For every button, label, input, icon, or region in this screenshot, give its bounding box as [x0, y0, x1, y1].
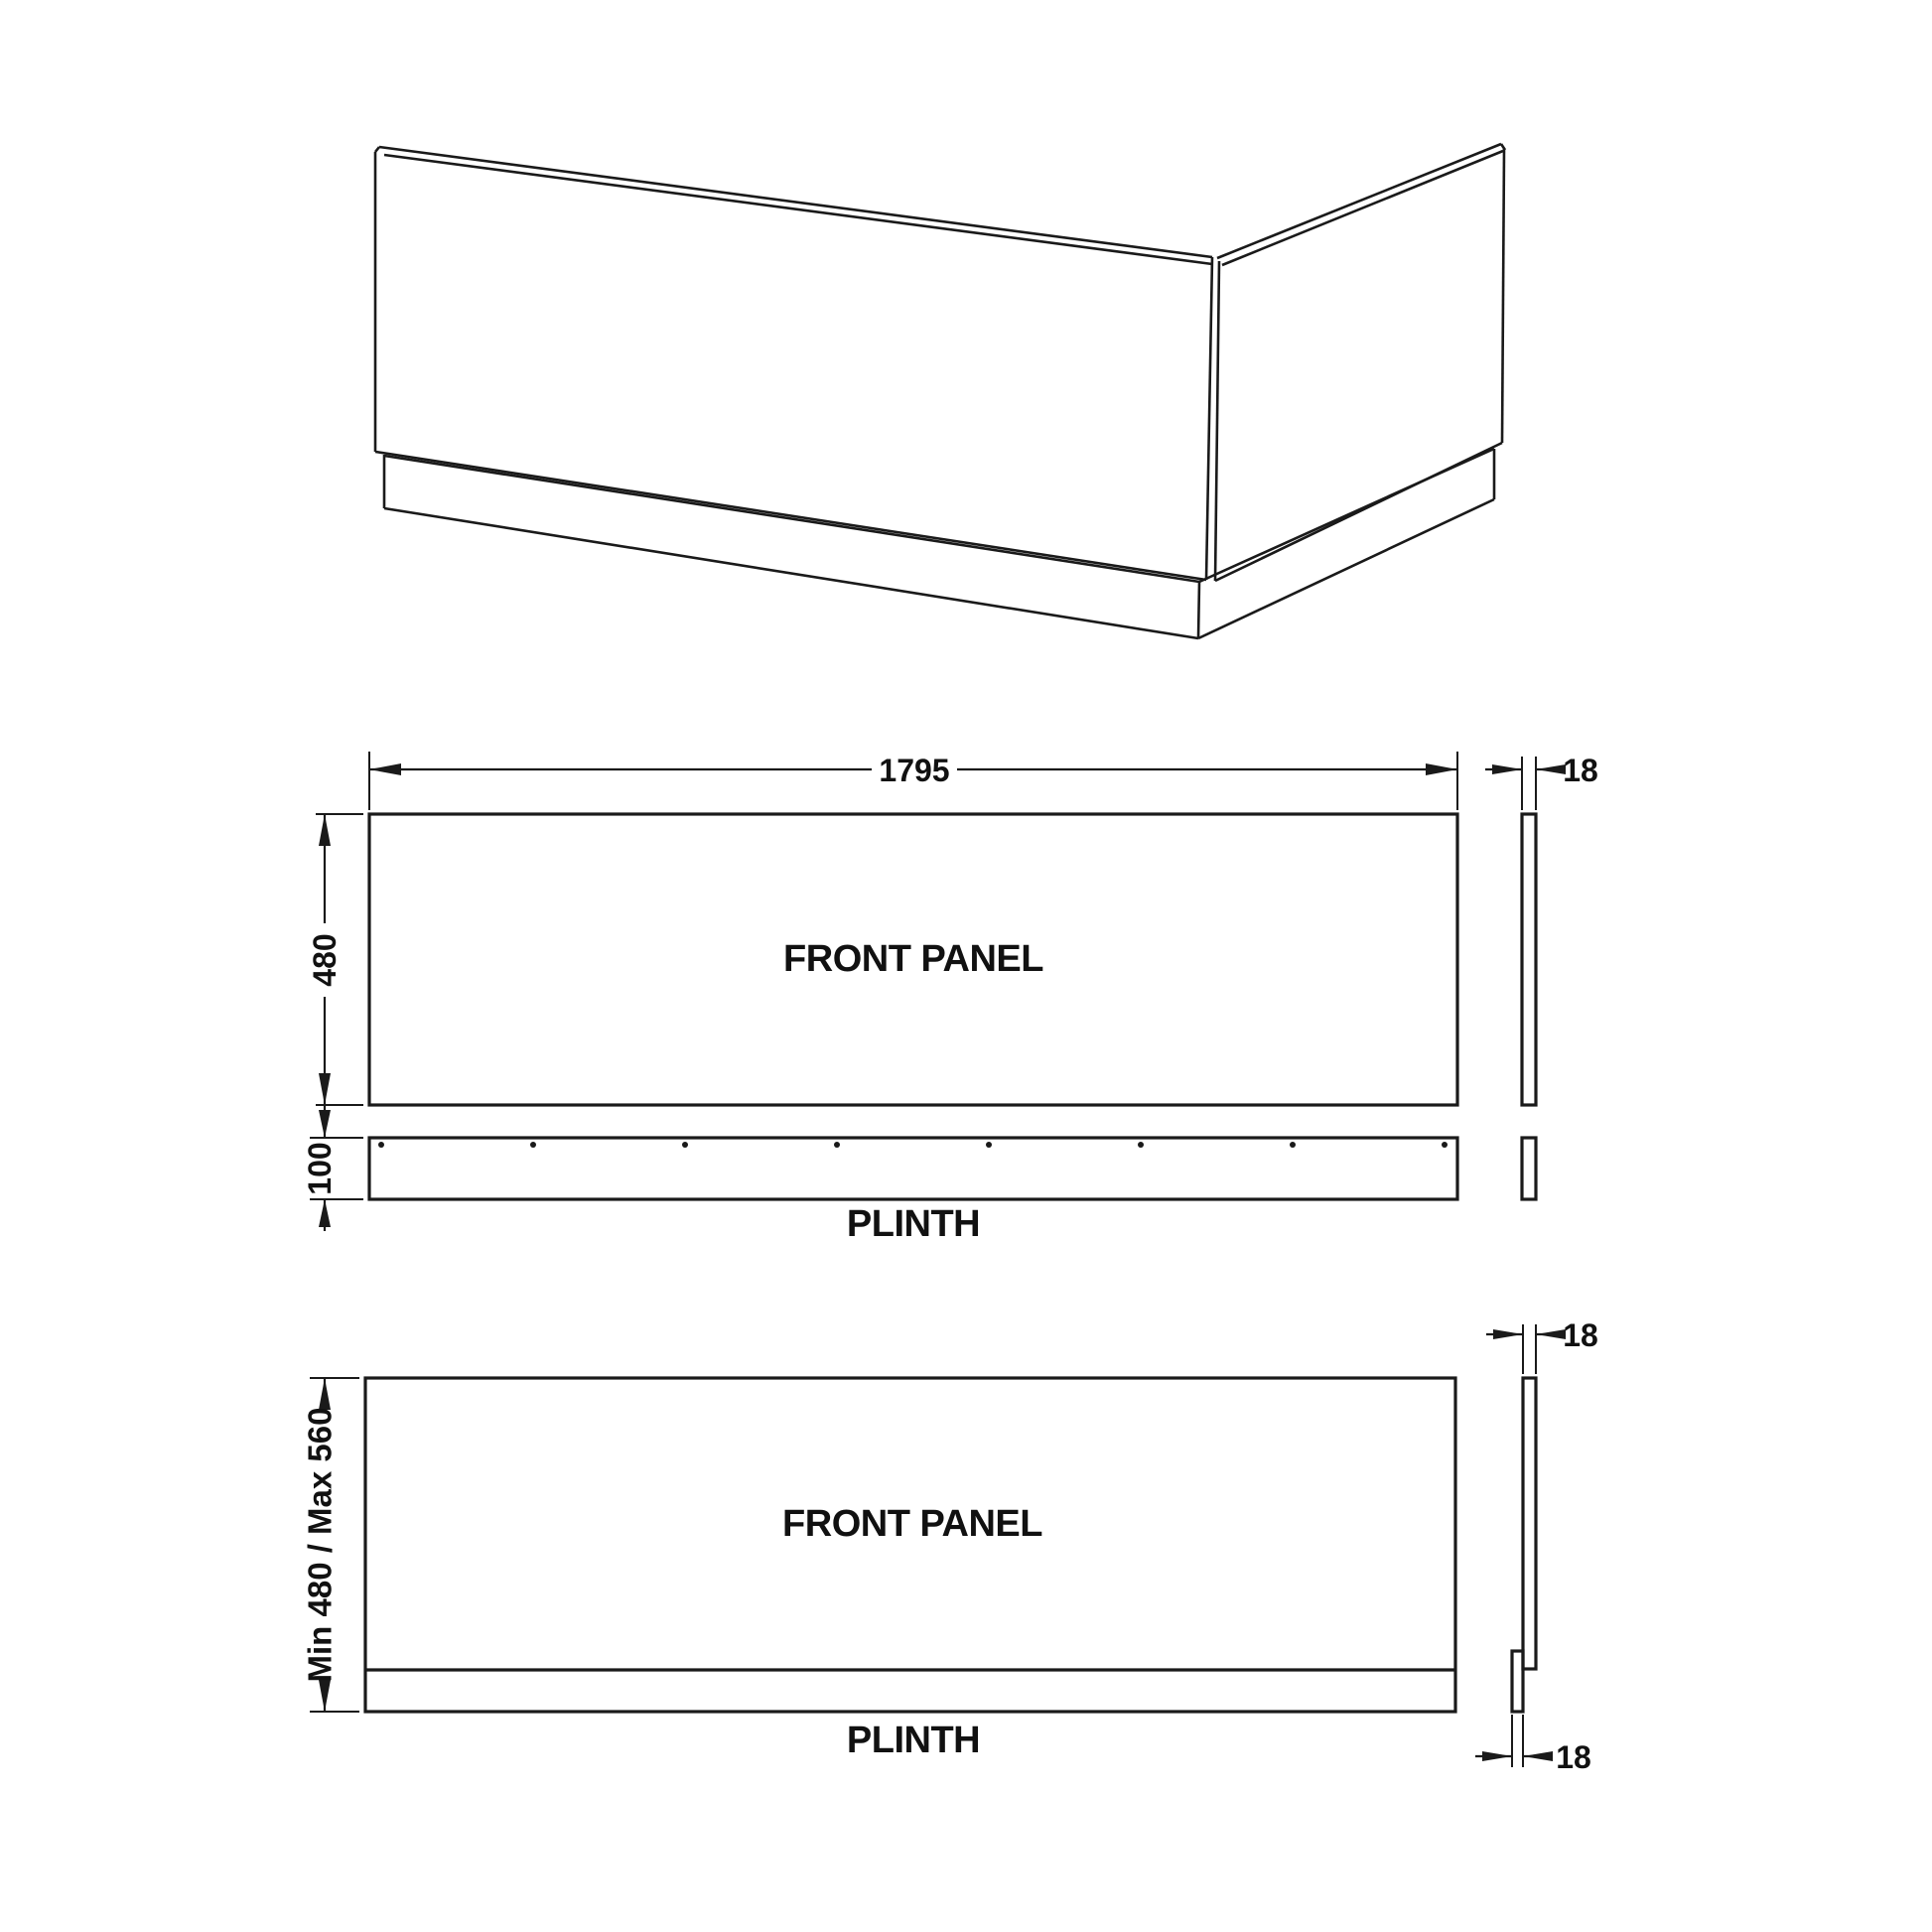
dimension-plinth-height [302, 1106, 363, 1231]
plinth-fixing-dots [378, 1142, 1448, 1148]
plinth-edge-outline-bottom [1512, 1651, 1523, 1712]
height-range-dimension-value: Min 480 / Max 560 [301, 1407, 339, 1683]
width-dimension-value: 1795 [879, 753, 950, 788]
assembled-outline [365, 1378, 1455, 1712]
dimension-plinth-thickness [1475, 1715, 1591, 1775]
height-dimension-value: 480 [307, 933, 343, 987]
panel-edge-view [1485, 753, 1598, 1105]
dimension-height-range [302, 1378, 360, 1712]
panel-edge-outline-bottom [1523, 1378, 1536, 1669]
plinth-label: PLINTH [846, 1203, 981, 1245]
dimension-panel-thickness [1486, 1317, 1598, 1374]
dimension-width [369, 752, 1457, 810]
panel-thickness-dimension-value: 18 [1563, 1317, 1598, 1353]
front-panel-elevation-view [307, 752, 1598, 1105]
thickness-dimension-value: 18 [1563, 753, 1598, 788]
iso-view [375, 144, 1505, 638]
iso-plinth [384, 449, 1494, 638]
assembled-panel-view [302, 1317, 1598, 1775]
front-panel-label-bottom: FRONT PANEL [782, 1503, 1042, 1545]
iso-front-panel [375, 147, 1219, 581]
plinth-thickness-dimension-value: 18 [1556, 1739, 1591, 1775]
plinth-height-dimension-value: 100 [302, 1142, 338, 1195]
plinth-label-bottom: PLINTH [846, 1720, 981, 1761]
panel-edge-outline [1522, 814, 1536, 1105]
assembled-edge-view [1475, 1317, 1598, 1775]
plinth-edge-outline [1522, 1138, 1536, 1199]
front-panel-label: FRONT PANEL [783, 938, 1043, 980]
dimension-height [307, 814, 363, 1105]
plinth-elevation-view [302, 1106, 1536, 1245]
